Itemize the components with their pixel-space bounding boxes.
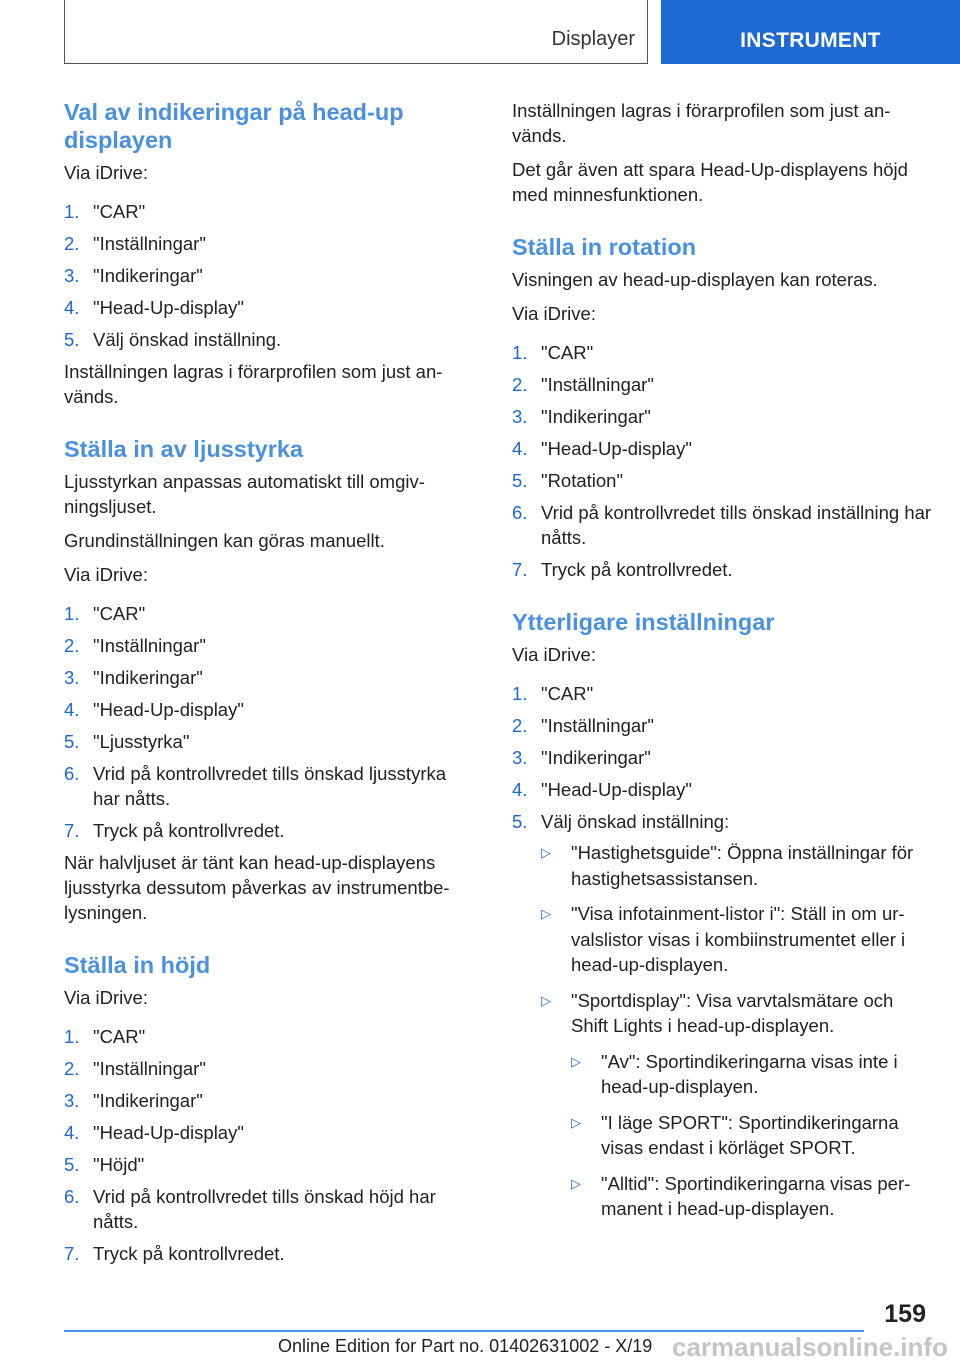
watermark: carmanualsonline.info [672, 1332, 948, 1362]
triangle-bullet-icon: ▷ [571, 1114, 581, 1130]
list-item: 5. Välj önskad inställning. [64, 329, 282, 350]
list-item: 4. "Head-Up-display" [64, 699, 244, 720]
header-chapter-tab [661, 0, 960, 64]
list-item: 1. "CAR" [64, 1026, 146, 1047]
note-text: När halvljuset är tänt kan head-up-displayens ljusstyrka dessutom påverkas av instrumentbelysningen. [64, 852, 450, 923]
bullet-item: ▷ "Visa infotainment-listor i": Ställ in om urvalslistor visas i kombiinstrumentet eller i head-up-displayen. [541, 903, 906, 975]
bullet-list [541, 840, 932, 1222]
header-section-title: Displayer [551, 28, 635, 50]
via-idrive-label: Via iDrive: [64, 564, 148, 585]
list-item: 5. "Rotation" [512, 470, 624, 491]
section-title: Ställa in höjd [64, 952, 211, 978]
page-number: 159 [884, 1300, 926, 1328]
paragraph: Inställningen lagras i förarprofilen som just används. [512, 100, 891, 146]
list-item: 4. "Head-Up-display" [64, 1122, 244, 1143]
header-chapter-label: INSTRUMENT [740, 29, 881, 52]
triangle-bullet-icon: ▷ [541, 992, 551, 1008]
list-item: 7. Tryck på kontrollvredet. [64, 820, 285, 841]
list-item: 6. Vrid på kontrollvredet tills önskad ljusstyrka har nåtts. [64, 763, 447, 809]
sub-bullet-list [571, 1049, 932, 1222]
bullet-item: ▷ "Hastighetsguide": Öppna inställningar för hastighetsassistansen. [541, 842, 914, 889]
list-item: 7. Tryck på kontrollvredet. [512, 559, 733, 580]
paragraph: Grundinställningen kan göras manuellt. [64, 530, 385, 551]
list-item: 6. Vrid på kontrollvredet tills önskad höjd har nåtts. [64, 1186, 436, 1232]
list-item: 3. "Indikeringar" [512, 747, 651, 768]
step-list [512, 340, 932, 582]
list-item: 3. "Indikeringar" [64, 1090, 203, 1111]
sub-bullet-item: ▷ "Alltid": Sportindikeringarna visas permanent i head-up-displayen. [571, 1172, 911, 1219]
footer-edition-text: Online Edition for Part no. 01402631002 - X/19 [278, 1336, 653, 1356]
list-item: 1. "CAR" [64, 201, 146, 222]
paragraph: Det går även att spara Head-Up-displayens höjd med minnesfunktionen. [512, 159, 908, 205]
right-column [512, 98, 932, 1232]
header-box [64, 0, 648, 64]
paragraph: Visningen av head-up-displayen kan roteras. [512, 269, 878, 290]
list-item: 2. "Inställningar" [512, 715, 654, 736]
list-item: 3. "Indikeringar" [64, 667, 203, 688]
via-idrive-label: Via iDrive: [64, 162, 148, 183]
section-indicator-selection [64, 98, 464, 409]
list-item: 1. "CAR" [512, 342, 594, 363]
list-item: 1. "CAR" [64, 603, 146, 624]
section-rotation [512, 233, 932, 582]
list-item: 5. "Ljusstyrka" [64, 731, 190, 752]
step-list [64, 1024, 464, 1266]
paragraph: Ljusstyrkan anpassas automatiskt till omgivningsljuset. [64, 471, 425, 517]
list-item: 6. Vrid på kontrollvredet tills önskad inställning har nåtts. [512, 502, 932, 548]
bullet-item: ▷ "Sportdisplay": Visa varvtalsmätare och Shift Lights i head-up-displayen. ▷ "Av": Sportindikeringarna visas inte i head-up-displayen. ▷ "I läge SPORT": Sportindikeringarna visas endast i körläget SPORT. ▷ "Alltid": Sportindikeringarna visas permanent i head-up-displayen. [541, 988, 932, 1222]
section-additional-settings [512, 608, 932, 1222]
step-list [64, 601, 464, 843]
list-item: 5. "Höjd" [64, 1154, 145, 1175]
triangle-bullet-icon: ▷ [571, 1175, 581, 1191]
section-title: Val av indikeringar på head-up displayen [64, 99, 404, 153]
section-title: Ställa in av ljusstyrka [64, 436, 304, 462]
via-idrive-label: Via iDrive: [512, 644, 596, 665]
list-item: 2. "Inställningar" [512, 374, 654, 395]
triangle-bullet-icon: ▷ [541, 906, 551, 921]
step-list [64, 199, 464, 352]
triangle-bullet-icon: ▷ [571, 1053, 581, 1069]
left-column [64, 98, 464, 1273]
section-height [64, 951, 464, 1266]
via-idrive-label: Via iDrive: [64, 987, 148, 1008]
list-item: 3. "Indikeringar" [64, 265, 203, 286]
note-text: Inställningen lagras i förarprofilen som just används. [64, 361, 443, 407]
list-item: 2. "Inställningar" [64, 1058, 206, 1079]
list-item: 1. "CAR" [512, 683, 594, 704]
triangle-bullet-icon: ▷ [541, 845, 551, 860]
step-list [512, 681, 932, 1222]
section-title: Ytterligare inställningar [512, 609, 775, 635]
list-item: 5. Välj önskad inställning: ▷ "Hastighetsguide": Öppna inställningar för hastighetsassistansen. ▷ "Visa infotainment-listor i": Ställ in om urvalslistor visas i kombiinstrumentet eller i head-up-displayen. ▷ "Sportdisplay": Visa varvtalsmätare och Shift Lights i head-up-displayen. ▷ "Av": Sportindikeringarna visas inte i head-up-displayen. ▷ "I läge SPORT": Sportindikeringarna visas endast i körläget SPORT. ▷ "Alltid": Sportindikeringarna visas permanent i head-up-displayen. [512, 809, 932, 1222]
list-item: 4. "Head-Up-display" [64, 297, 244, 318]
list-item: 2. "Inställningar" [64, 635, 206, 656]
list-item: 4. "Head-Up-display" [512, 438, 692, 459]
sub-bullet-item: ▷ "I läge SPORT": Sportindikeringarna visas endast i körläget SPORT. [571, 1111, 899, 1158]
section-brightness [64, 435, 464, 925]
list-item: 4. "Head-Up-display" [512, 779, 692, 800]
sub-bullet-item: ▷ "Av": Sportindikeringarna visas inte i head-up-displayen. [571, 1050, 898, 1097]
list-item: 3. "Indikeringar" [512, 406, 651, 427]
list-item: 2. "Inställningar" [64, 233, 206, 254]
section-title: Ställa in rotation [512, 234, 697, 260]
via-idrive-label: Via iDrive: [512, 303, 596, 324]
list-item: 7. Tryck på kontrollvredet. [64, 1243, 285, 1264]
